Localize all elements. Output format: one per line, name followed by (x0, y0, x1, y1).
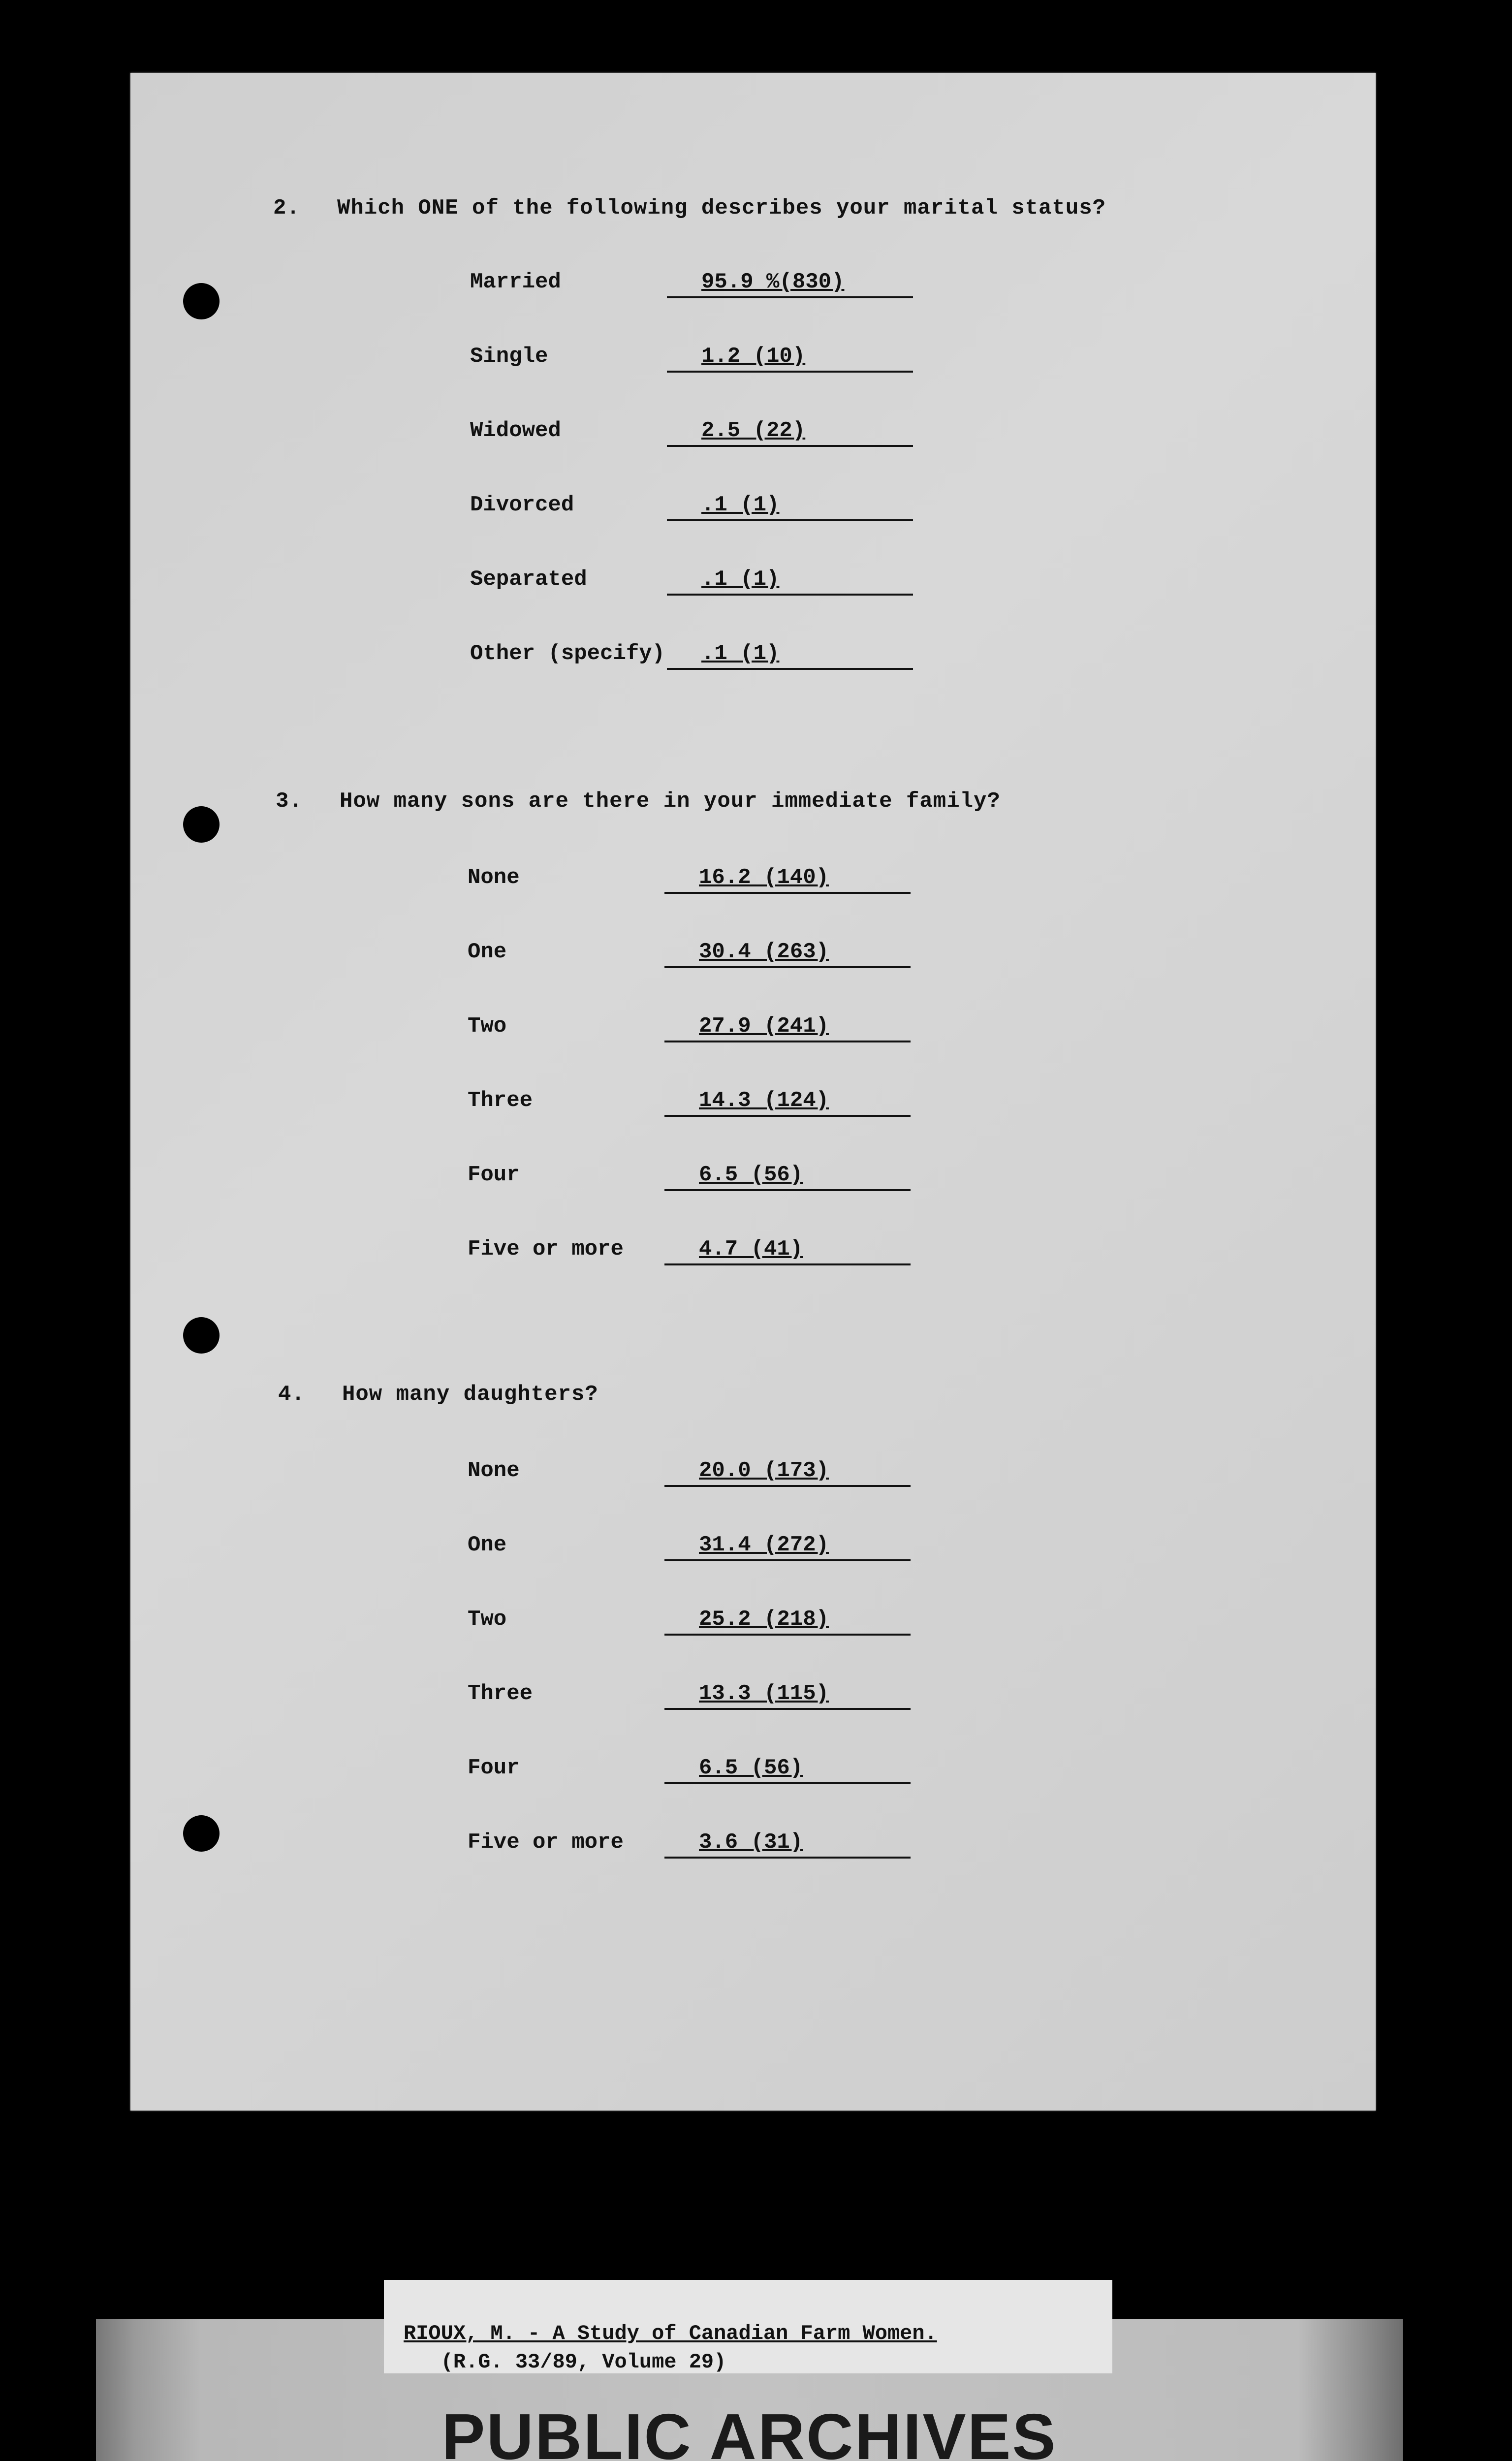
answer-line (664, 865, 911, 894)
answer-value: 31.4 (272) (699, 1533, 829, 1557)
answer-label: One (468, 940, 507, 964)
answer-label: Other (specify) (470, 641, 665, 666)
punch-hole-2 (183, 806, 220, 843)
answer-line (667, 344, 913, 373)
answer-value: 13.3 (115) (699, 1681, 829, 1706)
answer-label: Divorced (470, 493, 574, 517)
answer-label: Two (468, 1014, 507, 1039)
answer-line (664, 1681, 911, 1710)
answer-value: 14.3 (124) (699, 1088, 829, 1113)
punch-hole-3 (183, 1317, 220, 1354)
answer-label: Single (470, 344, 548, 369)
answer-label: None (468, 1458, 520, 1483)
document-page (130, 73, 1376, 2111)
answer-label: Three (468, 1088, 533, 1113)
answer-value: .1 (1) (701, 641, 780, 666)
answer-line (667, 418, 913, 447)
answer-line (667, 270, 913, 298)
answer-label: Three (468, 1681, 533, 1706)
question-3 (276, 789, 1001, 814)
question-2 (273, 196, 1106, 221)
answer-line (667, 641, 913, 670)
answer-line (664, 1237, 911, 1265)
answer-value: 6.5 (56) (699, 1756, 803, 1780)
answer-value: .1 (1) (701, 493, 780, 517)
answer-line (664, 1014, 911, 1042)
answer-line (664, 940, 911, 968)
stamp-public-archives: PUBLIC ARCHIVES (441, 2400, 1057, 2461)
answer-line (664, 1163, 911, 1191)
answer-label: Separated (470, 567, 587, 592)
answer-label: Married (470, 270, 561, 294)
answer-label: None (468, 865, 520, 890)
answer-label: Widowed (470, 418, 561, 443)
question-4 (278, 1382, 598, 1407)
answer-value: .1 (1) (701, 567, 780, 592)
answer-value: 3.6 (31) (699, 1830, 803, 1855)
question-text: How many daughters? (342, 1382, 598, 1407)
answer-value: 95.9 %(830) (701, 270, 845, 294)
archive-reference-line1: RIOUX, M. - A Study of Canadian Farm Women. (404, 2322, 937, 2345)
answer-line (664, 1830, 911, 1859)
answer-line (667, 567, 913, 596)
answer-label: Four (468, 1163, 520, 1187)
answer-value: 30.4 (263) (699, 940, 829, 964)
answer-line (664, 1756, 911, 1784)
answer-value: 20.0 (173) (699, 1458, 829, 1483)
punch-hole-4 (183, 1815, 220, 1852)
answer-label: Five or more (468, 1830, 624, 1855)
question-text: Which ONE of the following describes your marital status? (337, 196, 1106, 221)
punch-hole-1 (183, 283, 220, 319)
answer-line (664, 1607, 911, 1636)
answer-line (664, 1088, 911, 1117)
archive-reference (404, 2319, 937, 2376)
answer-value: 1.2 (10) (701, 344, 806, 369)
answer-label: Four (468, 1756, 520, 1780)
answer-line (664, 1458, 911, 1487)
answer-label: Five or more (468, 1237, 624, 1262)
answer-value: 25.2 (218) (699, 1607, 829, 1632)
question-number: 2. (273, 196, 300, 221)
answer-value: 2.5 (22) (701, 418, 806, 443)
answer-label: Two (468, 1607, 507, 1632)
question-number: 3. (276, 789, 303, 814)
answer-label: One (468, 1533, 507, 1557)
answer-line (664, 1533, 911, 1561)
question-text: How many sons are there in your immediate family? (340, 789, 1001, 814)
archive-reference-line2: (R.G. 33/89, Volume 29) (441, 2350, 726, 2374)
answer-value: 16.2 (140) (699, 865, 829, 890)
answer-value: 4.7 (41) (699, 1237, 803, 1262)
question-number: 4. (278, 1382, 305, 1407)
answer-value: 6.5 (56) (699, 1163, 803, 1187)
answer-line (667, 493, 913, 521)
answer-value: 27.9 (241) (699, 1014, 829, 1039)
